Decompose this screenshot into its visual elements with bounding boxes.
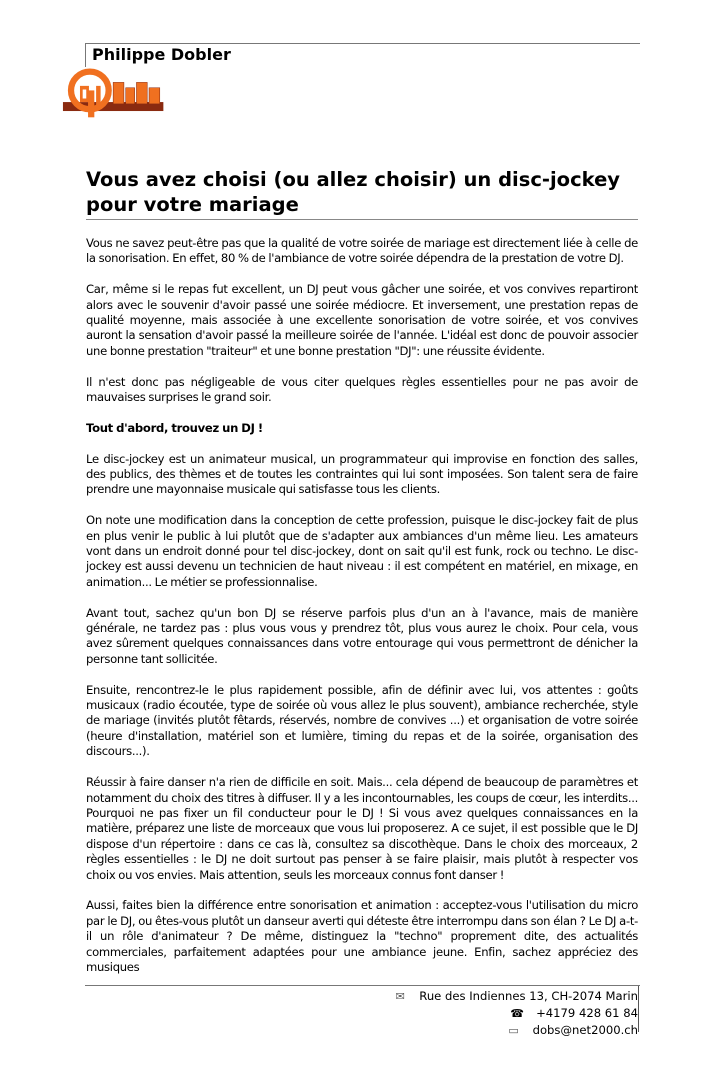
- page-header: [0, 0, 724, 125]
- header-vertical-rule: [85, 43, 86, 67]
- paragraph: Il n'est donc pas négligeable de vous citer quelques règles essentielles pour ne pas avoir de mauvaises surprises le grand soir.: [86, 374, 638, 405]
- paragraph: Réussir à faire danser n'a rien de difficile en soit. Mais... cela dépend de beaucoup de paramètres et notamment du choix des titres à diffuser. Il y a les incontournables, les coups de cœur, les interdits... Pourquoi ne pas fixer un fil conducteur pour le DJ ! Si vous avez quelques connaissances en la matière, préparez une liste de morceaux que vous lui proposerez. A ce sujet, il est possible que le DJ dispose d'un répertoire : dans ce cas là, consultez sa discothèque. Dans le choix des morceaux, 2 règles essentielles : le DJ ne doit surtout pas penser à se faire plaisir, mais plutôt à respecter vos choix ou vos envies. Mais attention, seuls les morceaux connus font danser !: [86, 775, 638, 882]
- paragraph: Aussi, faites bien la différence entre sonorisation et animation : acceptez-vous l'utilisation du micro par le DJ, ou êtes-vous plutôt un danseur averti qui déteste être interrompu dans son élan ? Le DJ a-t-il un rôle d'animateur ? De même, distinguez la "techno" proprement dite, des actualités commerciales, parfaitement adaptées pour une ambiance jeune. Enfin, sachez appréciez des musiques: [86, 898, 638, 974]
- header-rule: [85, 43, 640, 44]
- body-text: [86, 236, 638, 975]
- footer-vertical-rule: [638, 986, 639, 1032]
- author-name: Philippe Dobler: [92, 45, 231, 64]
- envelope-icon: ✉: [395, 990, 405, 1004]
- address: Rue des Indiennes 13, CH-2074 Marin: [419, 989, 638, 1004]
- dj-dobs-logo: [57, 68, 172, 120]
- section-heading: Tout d'abord, trouvez un DJ !: [86, 420, 263, 435]
- paragraph: Car, même si le repas fut excellent, un DJ peut vous gâcher une soirée, et vos convives repartiront alors avec le souvenir d'avoir passé une soirée médiocre. Et inversement, une prestation repas de qualité moyenne, mais associée à une excellente sonorisation de votre soirée, et vos convives auront la sensation d'avoir passé la meilleure soirée de l'année. L'idéal est donc de pouvoir associer une bonne prestation "traiteur" et une bonne prestation "DJ": une réussite évidente.: [86, 282, 638, 358]
- paragraph: Ensuite, rencontrez-le le plus rapidement possible, afin de définir avec lui, vos attentes : goûts musicaux (radio écoutée, type de soirée où vous allez le plus souvent), ambiance recherchée, style de mariage (invités plutôt fêtards, réservés, nombre de convives ...) et organisation de votre soirée (heure d'installation, matériel son et lumière, timing du repas et de la soirée, organisation des discours...).: [86, 682, 638, 759]
- email: dobs@net2000.ch: [532, 1023, 638, 1038]
- paragraph: Avant tout, sachez qu'un bon DJ se réserve parfois plus d'un an à l'avance, mais de manière générale, ne tardez pas : plus vous vous y prendrez tôt, plus vous aurez le choix. Pour cela, vous avez sûrement quelques connaissances dans votre entourage qui vous permettront de dénicher la personne tant sollicitée.: [86, 605, 638, 666]
- phone: +4179 428 61 84: [536, 1006, 638, 1021]
- footer: [85, 985, 640, 1079]
- paragraph: Le disc-jockey est un animateur musical, un programmateur qui improvise en fonction des salles, des publics, des thèmes et de toutes les contraintes qui lui sont imposées. Son talent sera de faire prendre une mayonnaise musicale qui satisfasse tous les clients.: [86, 451, 638, 497]
- computer-icon: ▭: [508, 1024, 519, 1038]
- paragraph: On note une modification dans la conception de cette profession, puisque le disc-jockey fait de plus en plus venir le public à lui plutôt que de s'adapter aux ambiances d'un même lieu. Les amateurs vont dans un endroit donné pour tel disc-jockey, dont on sait qu'il est funk, rock ou techno. Le disc-jockey est aussi devenu un technicien de haut niveau : il est compétent en matériel, en mixage, en animation... Le métier se professionnalise.: [86, 513, 638, 589]
- footer-contact: [85, 986, 640, 1039]
- phone-icon: ☎: [510, 1007, 524, 1021]
- page-title: Vous avez choisi (ou allez choisir) un disc-jockey pour votre mariage: [86, 167, 638, 220]
- paragraph: Vous ne savez peut-être pas que la qualité de votre soirée de mariage est directement liée à celle de la sonorisation. En effet, 80 % de l'ambiance de votre soirée dépendra de la prestation de votre DJ.: [86, 236, 638, 266]
